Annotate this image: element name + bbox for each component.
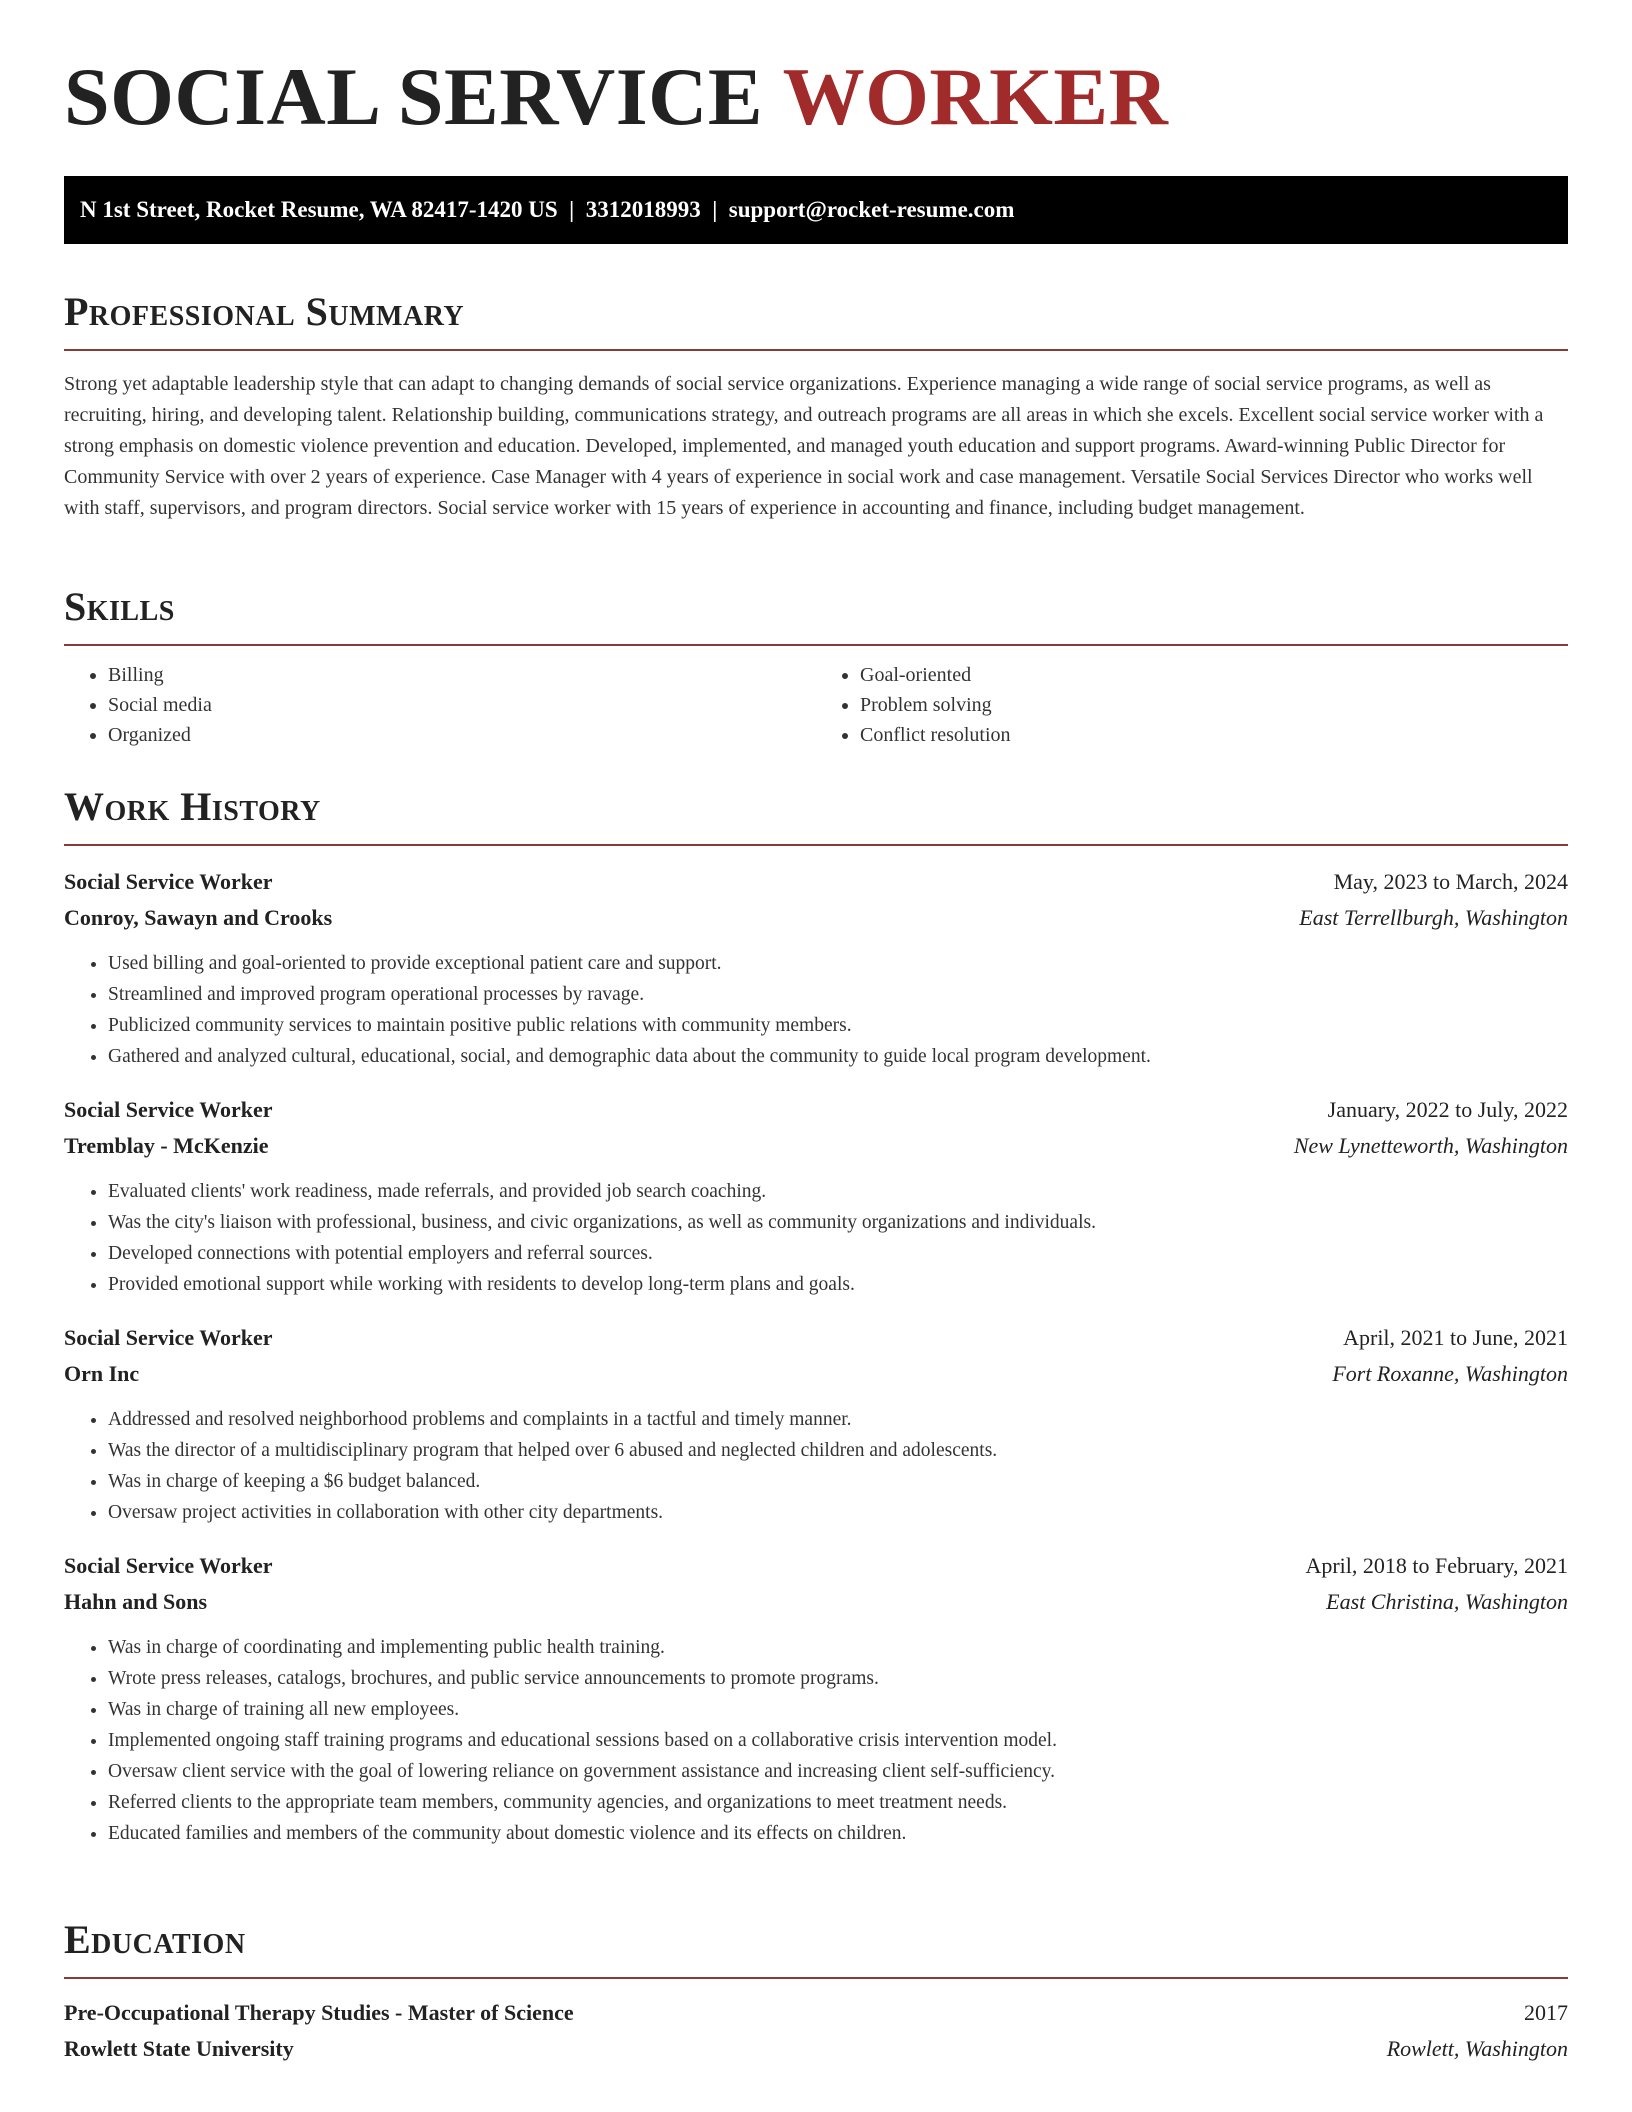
job-bullets bbox=[64, 1632, 1568, 1849]
skill-item: • Problem solving bbox=[860, 690, 1568, 720]
job-bullet: • Publicized community services to maintain positive public relations with community members. bbox=[108, 1010, 1568, 1041]
job-bullets bbox=[64, 1404, 1568, 1528]
job-company: Hahn and Sons bbox=[64, 1589, 208, 1614]
job-title: Social Service Worker bbox=[64, 1553, 273, 1578]
job-location: East Terrellburgh, Washington bbox=[1299, 905, 1568, 930]
job-bullet: • Developed connections with potential employers and referral sources. bbox=[108, 1238, 1568, 1269]
job-bullet: • Implemented ongoing staff training programs and educational sessions based on a collaborative crisis intervention model. bbox=[108, 1725, 1568, 1756]
education-entry bbox=[64, 1995, 1568, 2067]
job-title: Social Service Worker bbox=[64, 1097, 273, 1122]
job-company: Orn Inc bbox=[64, 1361, 140, 1386]
job-entry bbox=[64, 864, 1568, 1072]
skills-column-right bbox=[816, 660, 1568, 750]
skill-item: • Organized bbox=[108, 720, 816, 750]
job-company: Conroy, Sawayn and Crooks bbox=[64, 905, 333, 930]
job-bullets bbox=[64, 1176, 1568, 1300]
skills-heading: Skills bbox=[64, 584, 175, 629]
summary-text: Strong yet adaptable leadership style that can adapt to changing demands of social service organizations. Experience managing a wide range of social service programs, as well as recruiting, hiring, and developing talent. Relationship building, communications strategy, and outreach programs are all areas in which she excels. Excellent social service worker with a strong emphasis on domestic violence prevention and education. Developed, implemented, and managed youth education and support programs. Award-winning Public Director for Community Service with over 2 years of experience. Case Manager with 4 years of experience in social work and case management. Versatile Social Services Director who works well with staff, supervisors, and program directors. Social service worker with 15 years of experience in accounting and finance, including budget management. bbox=[64, 373, 1544, 519]
job-dates: May, 2023 to March, 2024 bbox=[1333, 869, 1568, 894]
skill-item: • Goal-oriented bbox=[860, 660, 1568, 690]
education-section bbox=[64, 1917, 1568, 2067]
education-school: Rowlett State University bbox=[64, 2036, 294, 2061]
skills-list bbox=[64, 660, 1568, 750]
job-bullet: • Referred clients to the appropriate team members, community agencies, and organizations to meet treatment needs. bbox=[108, 1787, 1568, 1818]
section-divider bbox=[64, 349, 1568, 351]
work-section bbox=[64, 784, 1568, 1849]
job-location: Fort Roxanne, Washington bbox=[1332, 1361, 1568, 1386]
job-bullet: • Was the director of a multidisciplinary program that helped over 6 abused and neglected children and adolescents. bbox=[108, 1435, 1568, 1466]
job-bullet: • Oversaw client service with the goal of lowering reliance on government assistance and increasing client self-sufficiency. bbox=[108, 1756, 1568, 1787]
job-company: Tremblay - McKenzie bbox=[64, 1133, 269, 1158]
job-bullet: • Was in charge of coordinating and implementing public health training. bbox=[108, 1632, 1568, 1663]
section-divider bbox=[64, 1977, 1568, 1979]
section-divider bbox=[64, 844, 1568, 846]
skill-item: • Social media bbox=[108, 690, 816, 720]
job-dates: April, 2021 to June, 2021 bbox=[1343, 1325, 1568, 1350]
job-bullet: • Wrote press releases, catalogs, brochures, and public service announcements to promote programs. bbox=[108, 1663, 1568, 1694]
job-bullet: • Was in charge of training all new employees. bbox=[108, 1694, 1568, 1725]
education-degree: Pre-Occupational Therapy Studies - Master of Science bbox=[64, 2000, 574, 2025]
education-heading: Education bbox=[64, 1917, 246, 1962]
job-bullet: • Was the city's liaison with professional, business, and civic organizations, as well as community organizations and individuals. bbox=[108, 1207, 1568, 1238]
job-dates: April, 2018 to February, 2021 bbox=[1305, 1553, 1568, 1578]
summary-section bbox=[64, 289, 1568, 524]
job-bullet: • Educated families and members of the community about domestic violence and its effects on children. bbox=[108, 1818, 1568, 1849]
job-bullet: • Streamlined and improved program operational processes by ravage. bbox=[108, 979, 1568, 1010]
job-bullet: • Evaluated clients' work readiness, made referrals, and provided job search coaching. bbox=[108, 1176, 1568, 1207]
job-entry bbox=[64, 1548, 1568, 1849]
job-bullet: • Used billing and goal-oriented to provide exceptional patient care and support. bbox=[108, 948, 1568, 979]
section-divider bbox=[64, 644, 1568, 646]
name-accent: WORKER bbox=[782, 51, 1169, 142]
summary-heading: Professional Summary bbox=[64, 289, 465, 334]
job-bullet: • Gathered and analyzed cultural, educational, social, and demographic data about the community to guide local program development. bbox=[108, 1041, 1568, 1072]
job-bullet: • Was in charge of keeping a $6 budget balanced. bbox=[108, 1466, 1568, 1497]
resume-name bbox=[64, 51, 1169, 142]
job-bullet: • Addressed and resolved neighborhood problems and complaints in a tactful and timely manner. bbox=[108, 1404, 1568, 1435]
skill-item: • Conflict resolution bbox=[860, 720, 1568, 750]
job-location: New Lynetteworth, Washington bbox=[1293, 1133, 1568, 1158]
contact-bar: N 1st Street, Rocket Resume, WA 82417-1420 US | 3312018993 | support@rocket-resume.com bbox=[64, 176, 1568, 244]
job-title: Social Service Worker bbox=[64, 1325, 273, 1350]
job-bullet: • Provided emotional support while working with residents to develop long-term plans and goals. bbox=[108, 1269, 1568, 1300]
name-main: SOCIAL SERVICE bbox=[64, 51, 783, 142]
education-location: Rowlett, Washington bbox=[1386, 2036, 1568, 2061]
skill-item: • Billing bbox=[108, 660, 816, 690]
job-dates: January, 2022 to July, 2022 bbox=[1327, 1097, 1568, 1122]
job-bullets bbox=[64, 948, 1568, 1072]
job-title: Social Service Worker bbox=[64, 869, 273, 894]
job-location: East Christina, Washington bbox=[1326, 1589, 1568, 1614]
skills-column-left bbox=[64, 660, 816, 750]
job-entry bbox=[64, 1320, 1568, 1528]
job-entry bbox=[64, 1092, 1568, 1300]
education-year: 2017 bbox=[1524, 2000, 1568, 2025]
skills-section bbox=[64, 584, 1568, 750]
job-bullet: • Oversaw project activities in collaboration with other city departments. bbox=[108, 1497, 1568, 1528]
work-heading: Work History bbox=[64, 784, 321, 829]
